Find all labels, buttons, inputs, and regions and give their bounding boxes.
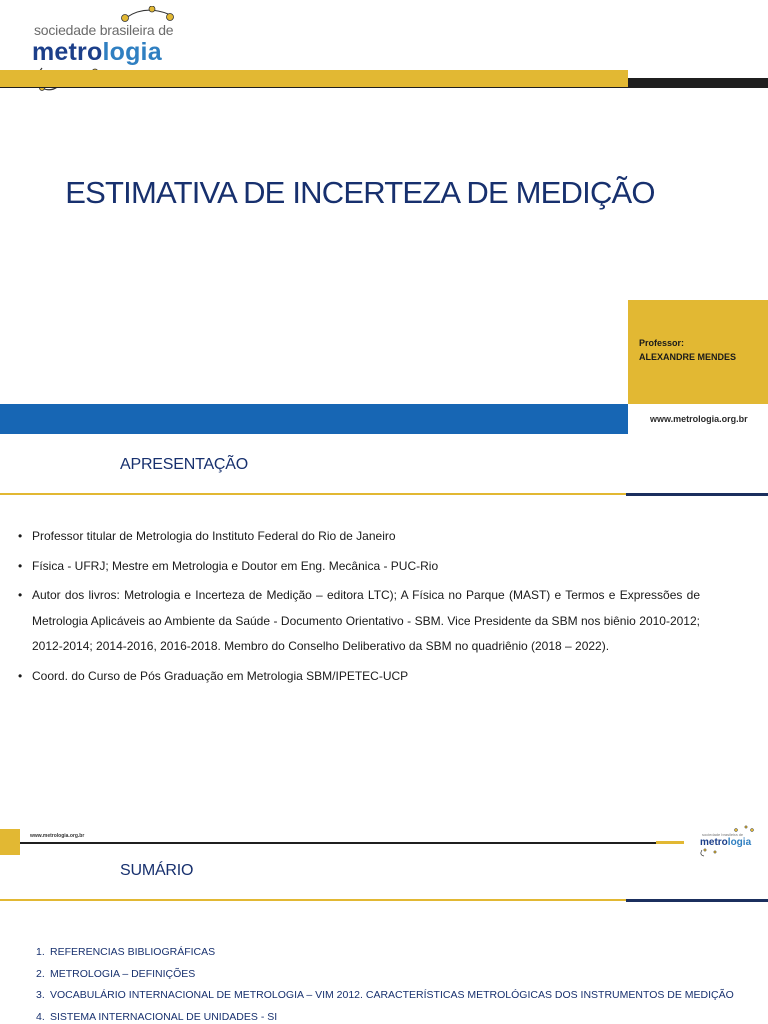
summary-list bbox=[36, 946, 734, 1024]
heading-rule bbox=[0, 493, 626, 495]
heading-rule bbox=[0, 899, 626, 901]
bullet-item: • Física - UFRJ; Mestre em Metrologia e Doutor em Eng. Mecânica - PUC-Rio bbox=[18, 554, 700, 580]
list-item: 3. VOCABULÁRIO INTERNACIONAL DE METROLOGIA – VIM 2012. CARACTERÍSTICAS METROLÓGICAS DOS INSTRUMENTOS DE MEDIÇÃO bbox=[36, 989, 734, 1001]
bullet-item: • Autor dos livros: Metrologia e Incerteza de Medição – editora LTC); A Física no Parque (MAST) e Termos e Expressões de Metrologia Aplicáveis ao Ambiente da Saúde - Documento Orientativo - SBM. Vice Presidente da SBM nos biênio 2010-2012; 2012-2014; 2014-2016, 2016-2018. Membro do Conselho Deliberativo da SBM no quadriênio (2018 – 2022). bbox=[18, 583, 700, 660]
top-thin-rule bbox=[0, 87, 628, 88]
website-url: www.metrologia.org.br bbox=[650, 414, 748, 424]
footer-logo-tagline: sociedade brasileira de bbox=[702, 832, 744, 837]
professor-name: ALEXANDRE MENDES bbox=[639, 352, 737, 362]
logo-wordmark: metrologia bbox=[32, 38, 162, 66]
footer-rule bbox=[20, 842, 656, 844]
bullet-list bbox=[18, 524, 700, 693]
footer-logo-wordmark: metrologia bbox=[700, 837, 752, 848]
slide-title: ESTIMATIVA DE INCERTEZA DE MEDIÇÃO bbox=[65, 175, 655, 210]
logo-tagline: sociedade brasileira de bbox=[34, 22, 174, 38]
slide-heading: SUMÁRIO bbox=[120, 862, 194, 879]
top-dark-band bbox=[628, 78, 768, 88]
presentation-slide bbox=[0, 436, 768, 856]
list-item: 4. SISTEMA INTERNACIONAL DE UNIDADES - SI bbox=[36, 1010, 278, 1023]
professor-label: Professor: bbox=[639, 338, 685, 348]
bullet-item: • Professor titular de Metrologia do Instituto Federal do Rio de Janeiro bbox=[18, 524, 700, 550]
footer-logo bbox=[696, 824, 758, 858]
slide-heading: APRESENTAÇÃO bbox=[120, 456, 248, 473]
footer-url: www.metrologia.org.br bbox=[30, 833, 85, 839]
list-item: 2. METROLOGIA – DEFINIÇÕES bbox=[36, 967, 196, 980]
heading-rule-accent bbox=[626, 899, 768, 902]
footer-rule-accent bbox=[656, 841, 684, 844]
professor-box bbox=[628, 300, 768, 404]
list-item: 1. REFERENCIAS BIBLIOGRÁFICAS bbox=[36, 946, 216, 958]
title-slide bbox=[0, 0, 768, 436]
footer-gold-block bbox=[0, 829, 20, 855]
top-gold-band bbox=[0, 70, 628, 88]
bottom-blue-band bbox=[0, 404, 628, 434]
bullet-item: • Coord. do Curso de Pós Graduação em Metrologia SBM/IPETEC-UCP bbox=[18, 664, 700, 690]
heading-rule-accent bbox=[626, 493, 768, 496]
summary-slide bbox=[0, 858, 768, 1024]
